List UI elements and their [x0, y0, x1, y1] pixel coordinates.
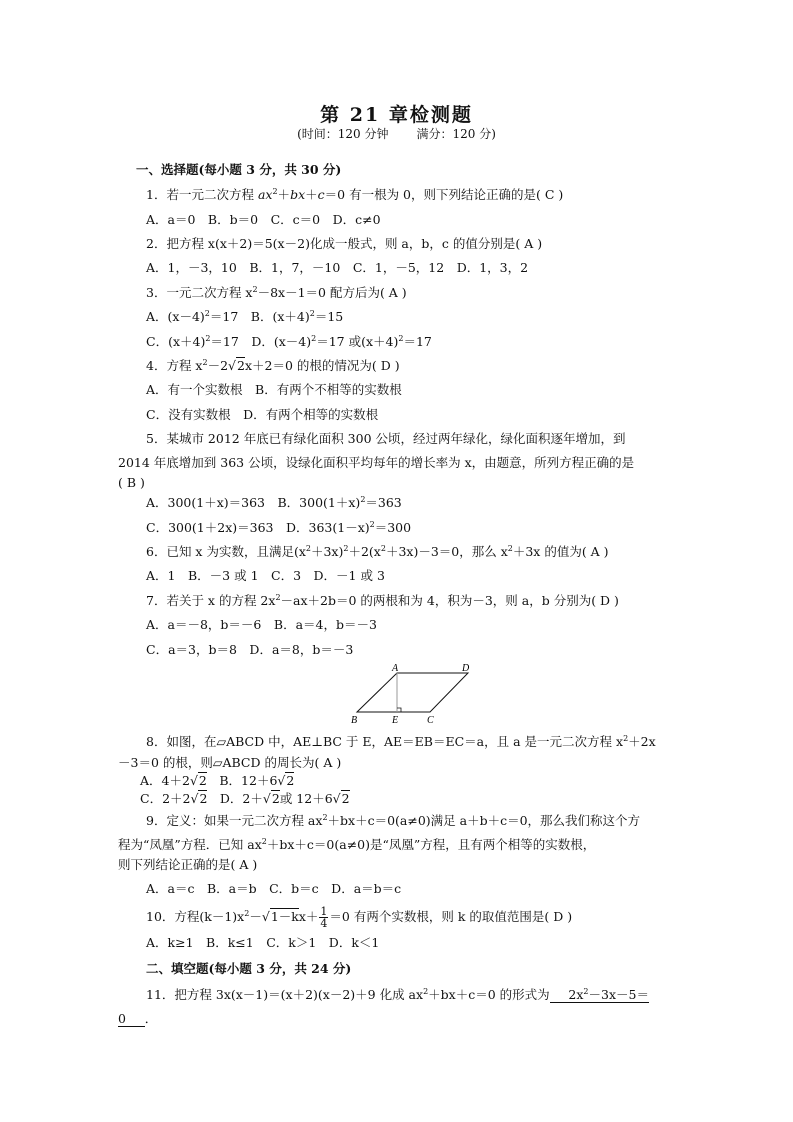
question-5-line-3: ( B ) [118, 475, 145, 490]
time-limit: (时间：120 分钟 [297, 127, 389, 141]
label-d: D [462, 663, 470, 674]
answer-blank: $2x^2-3x-5=$ [550, 987, 649, 1003]
question-4: 4．方程 $x^2-2√2x+2=0$ 的根的情况为( D ) [146, 358, 400, 373]
label-e: E [392, 715, 399, 726]
question-7-options-cd: C．a＝3，b＝8 D．a＝8，b＝－3 [146, 642, 354, 657]
label-c: C [427, 715, 434, 726]
section-heading-choice: 一、选择题(每小题 3 分，共 30 分) [136, 162, 342, 177]
question-9-line-2: 程为“凤凰”方程．已知 $ax^2+bx+c=0(a\ne 0)$是“凤凰”方程，且有两个相等的实数根， [118, 837, 596, 852]
question-5-line-1: 5．某城市 2012 年底已有绿化面积 300 公顷，经过两年绿化，绿化面积逐年增加，到 [146, 431, 626, 446]
question-4-options-ab: A．有一个实数根 B．有两个不相等的实数根 [146, 382, 402, 397]
exam-info [0, 125, 793, 142]
question-9-line-3: 则下列结论正确的是( A ) [118, 857, 258, 872]
question-3: 3．一元二次方程 $x^2-8x-1=0$ 配方后为( A ) [146, 285, 407, 300]
question-2-options: A．1，－3，10 B．1，7，－10 C．1，－5，12 D．1，3，2 [146, 260, 529, 275]
question-9-options: A．a＝c B．a＝b C．b＝c D．a＝b＝c [146, 881, 402, 896]
question-2: 2．把方程 x(x＋2)＝5(x－2)化成一般式，则 a，b，c 的值分别是( A ) [146, 236, 543, 251]
right-angle-mark [397, 708, 401, 712]
question-3-options-ab: A．$(x-4)^2=17$ B．$(x+4)^2=15$ [146, 309, 344, 324]
question-7-options-ab: A．a＝－8，b＝－6 B．a＝4，b＝－3 [146, 617, 377, 632]
full-score: 满分：120 分) [416, 127, 496, 141]
question-8-options-ab: A．4＋2√2 B．12＋6√2 [140, 773, 295, 788]
question-1: 1．若一元二次方程 $ax^2+bx+c=0$ 有一根为 0，则下列结论正确的是( C ) [146, 187, 564, 202]
answer-blank-cont: 0 [118, 1011, 145, 1027]
question-9-line-1: 9．定义：如果一元二次方程 $ax^2+bx+c=0(a\ne 0)$满足 a＋b＋c＝0，那么我们称这个方 [146, 813, 641, 828]
section-heading-fill-in: 二、填空题(每小题 3 分，共 24 分) [146, 961, 352, 976]
question-6: 6．已知 x 为实数，且满足$(x^2+3x)^2+2(x^2+3x)-3=0$，那么 $x^2+3x$ 的值为( A ) [146, 544, 609, 559]
fraction-one-quarter: $\frac{1}{4}$ [320, 905, 328, 930]
question-8-options-cd: C．2＋2√2 D．2＋√2或 12＋6√2 [140, 791, 350, 806]
question-3-options-cd: C．$(x+4)^2=17$ D．$(x-4)^2=17$ 或$(x+4)^2=17$ [146, 334, 432, 349]
question-7: 7．若关于 x 的方程 $2x^2-ax+2b=0$ 的两根和为 4，积为－3，则 a，b 分别为( D ) [146, 593, 619, 608]
question-8-line-1: 8．如图，在▱ABCD 中，AE⊥BC 于 E，AE＝EB＝EC＝a，且 a 是一元二次方程 $x^2+2x$ [146, 734, 656, 749]
page-title: 第 21 章检测题 [320, 104, 473, 126]
parallelogram-abcd [357, 673, 468, 712]
question-10-options: A．k≥1 B．k≤1 C．k＞1 D．k＜1 [146, 935, 380, 950]
question-5-line-2: 2014 年底增加到 363 公顷，设绿化面积平均每年的增长率为 x，由题意，所列方程正确的是 [118, 455, 635, 470]
question-11-line-2: 0 ． [118, 1011, 158, 1026]
question-6-options: A．1 B．－3 或 1 C．3 D．－1 或 3 [146, 568, 385, 583]
question-8-line-2: －3＝0 的根，则▱ABCD 的周长为( A ) [118, 755, 342, 770]
question-5-options-ab: A．300(1＋x)＝363 B．$300(1+x)^2=363$ [146, 495, 402, 510]
parallelogram-figure [345, 660, 480, 730]
question-4-options-cd: C．没有实数根 D．有两个相等的实数根 [146, 407, 379, 422]
question-11-line-1: 11．把方程 3x(x－1)＝(x＋2)(x－2)＋9 化成 $ax^2+bx+c=0$ 的形式为 $2x^2-3x-5=$ [146, 987, 649, 1002]
question-1-options: A．a＝0 B．b＝0 C．c＝0 D．c≠0 [146, 212, 381, 227]
label-a: A [392, 663, 399, 674]
question-5-options-cd: C．300(1＋2x)＝363 D．$363(1-x)^2=300$ [146, 520, 412, 535]
question-10: 10．方程$(k-1)x^2-√1-kx+$ $\frac{1}{4}$ ＝0 有两个实数根，则 k 的取值范围是( D ) [146, 905, 573, 930]
label-b: B [351, 715, 358, 726]
